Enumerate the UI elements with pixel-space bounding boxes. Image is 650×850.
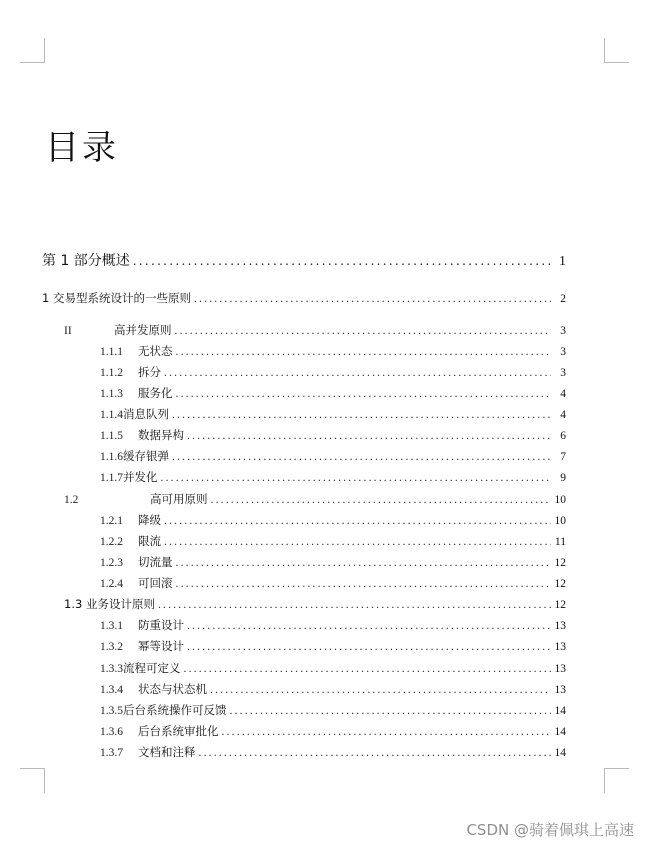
page-corner-top-right bbox=[604, 38, 629, 63]
toc-entry[interactable] bbox=[100, 531, 566, 551]
toc-entry-label: 缓存银弹 bbox=[123, 449, 169, 463]
toc-entry-label: 后台系统审批化 bbox=[138, 724, 219, 738]
toc-entry-leader-dots bbox=[176, 384, 552, 404]
toc-entry-leader-dots bbox=[211, 490, 552, 510]
toc-entry-page-number: 14 bbox=[554, 726, 566, 738]
toc-entry-leader-dots bbox=[176, 553, 552, 573]
toc-entry-page-number: 14 bbox=[554, 705, 566, 717]
toc-entry-page-number: 13 bbox=[554, 641, 566, 653]
toc-entry-leader-dots bbox=[187, 616, 551, 636]
toc-entry-leader-dots bbox=[210, 680, 551, 700]
toc-entry-label: 第 1 部分概述 bbox=[42, 253, 130, 269]
toc-entry[interactable] bbox=[100, 658, 566, 678]
toc-entry-page-number: 12 bbox=[554, 578, 566, 590]
toc-entry-page-number: 12 bbox=[554, 599, 566, 611]
toc-entry-page-number: 13 bbox=[554, 684, 566, 696]
toc-entry-page-number: 3 bbox=[560, 346, 566, 358]
toc-entry[interactable] bbox=[100, 404, 566, 424]
toc-entry-page-number: 2 bbox=[560, 293, 566, 305]
toc-entry-label: 流程可定义 bbox=[123, 661, 181, 675]
toc-entry[interactable] bbox=[100, 615, 566, 635]
toc-entry-page-number: 13 bbox=[554, 620, 566, 632]
toc-entry-number: 1.3.6 bbox=[100, 726, 123, 738]
toc-entry-leader-dots bbox=[187, 637, 551, 657]
toc-entry-page-number: 14 bbox=[554, 747, 566, 759]
toc-entry-leader-dots bbox=[184, 659, 552, 679]
toc-entry-label: 拆分 bbox=[138, 365, 161, 379]
toc-entry-label: 高并发原则 bbox=[114, 323, 172, 337]
toc-entry-leader-dots bbox=[199, 743, 552, 763]
toc-entry-leader-dots bbox=[164, 511, 551, 531]
toc-entry[interactable] bbox=[100, 425, 566, 445]
toc-entry-page-number: 12 bbox=[554, 557, 566, 569]
toc-entry-number: 1.1.2 bbox=[100, 367, 123, 379]
toc-entry-number: 1.3.1 bbox=[100, 620, 123, 632]
toc-entry[interactable] bbox=[100, 573, 566, 593]
toc-entry-leader-dots bbox=[176, 574, 552, 594]
toc-entry-page-number: 6 bbox=[560, 430, 566, 442]
toc-entry-page-number: 4 bbox=[560, 388, 566, 400]
toc-entry[interactable] bbox=[42, 288, 566, 308]
toc-entry-leader-dots bbox=[230, 701, 552, 721]
toc-entry-leader-dots bbox=[222, 722, 552, 742]
toc-entry-label: 数据异构 bbox=[138, 428, 184, 442]
toc-entry[interactable] bbox=[64, 594, 566, 614]
toc-entry-leader-dots bbox=[176, 342, 552, 362]
toc-entry[interactable] bbox=[100, 742, 566, 762]
toc-entry-label: 限流 bbox=[138, 534, 161, 548]
toc-entry-number: 1.3.7 bbox=[100, 747, 123, 759]
toc-entry-page-number: 3 bbox=[560, 367, 566, 379]
toc-entry-page-number: 11 bbox=[554, 536, 566, 548]
toc-entry-number: 1.1.6 bbox=[100, 451, 123, 463]
toc-entry-number: 1.1.5 bbox=[100, 430, 123, 442]
toc-entry-number: 1.2.4 bbox=[100, 578, 123, 590]
toc-entry-label: 防重设计 bbox=[138, 618, 184, 632]
toc-entry-leader-dots bbox=[164, 532, 551, 552]
toc-entry-number: II bbox=[64, 325, 72, 337]
toc-entry-page-number: 3 bbox=[560, 325, 566, 337]
toc-entry-page-number: 10 bbox=[554, 515, 566, 527]
toc-entry-number: 1.2.2 bbox=[100, 536, 123, 548]
toc-entry-leader-dots bbox=[172, 405, 551, 425]
toc-entry-leader-dots bbox=[158, 595, 551, 615]
toc-entry-number: 1.2.3 bbox=[100, 557, 123, 569]
watermark: CSDN @骑着佩琪上高速 bbox=[466, 821, 634, 839]
toc-entry[interactable] bbox=[100, 700, 566, 720]
page-corner-bottom-right bbox=[604, 768, 629, 793]
toc-entry-page-number: 10 bbox=[554, 494, 566, 506]
toc-entry-number: 1.2 bbox=[64, 494, 79, 506]
toc-entry-number: 1.2.1 bbox=[100, 515, 123, 527]
toc-entry-page-number: 9 bbox=[560, 472, 566, 484]
toc-entry-label: 并发化 bbox=[123, 470, 158, 484]
page-corner-bottom-left bbox=[20, 768, 45, 793]
toc-entry-number: 1.1.3 bbox=[100, 388, 123, 400]
page-corner-top-left bbox=[20, 38, 45, 63]
toc-entry[interactable] bbox=[100, 636, 566, 656]
toc-entry[interactable] bbox=[100, 383, 566, 403]
toc-entry-page-number: 7 bbox=[560, 451, 566, 463]
toc-entry-label: 切流量 bbox=[138, 555, 173, 569]
toc-entry-page-number: 1 bbox=[559, 254, 566, 269]
toc-entry-label: 幂等设计 bbox=[138, 639, 184, 653]
toc-entry-label: 高可用原则 bbox=[150, 492, 208, 506]
toc-entry[interactable] bbox=[100, 362, 566, 382]
toc-entry-number: 1.1.7 bbox=[100, 472, 123, 484]
toc-entry[interactable] bbox=[100, 679, 566, 699]
toc-entry-number: 1.3.3 bbox=[100, 663, 123, 675]
toc-entry-leader-dots bbox=[133, 250, 551, 274]
toc-entry-page-number: 13 bbox=[554, 663, 566, 675]
toc-entry[interactable] bbox=[100, 446, 566, 466]
toc-entry[interactable] bbox=[100, 467, 566, 487]
toc-entry-label: 文档和注释 bbox=[138, 745, 196, 759]
toc-entry-label: 后台系统操作可反馈 bbox=[123, 703, 227, 717]
toc-entry-number: 1.1.4 bbox=[100, 409, 123, 421]
toc-entry-leader-dots bbox=[194, 289, 551, 309]
toc-entry[interactable] bbox=[100, 510, 566, 530]
toc-title: 目录 bbox=[45, 128, 119, 168]
toc-entry[interactable] bbox=[100, 552, 566, 572]
toc-entry[interactable] bbox=[64, 320, 566, 340]
toc-entry-page-number: 4 bbox=[560, 409, 566, 421]
toc-entry-number: 1.3.4 bbox=[100, 684, 123, 696]
toc-entry-label: 可回滚 bbox=[138, 576, 173, 590]
toc-entry-number: 1.1.1 bbox=[100, 346, 123, 358]
toc-entry-label: 1.3 业务设计原则 bbox=[64, 597, 155, 611]
toc-entry-number: 1.3.2 bbox=[100, 641, 123, 653]
toc-entry-label: 服务化 bbox=[138, 386, 173, 400]
toc-entry-label: 降级 bbox=[138, 513, 161, 527]
toc-entry-leader-dots bbox=[187, 426, 551, 446]
toc-entry[interactable] bbox=[64, 489, 566, 509]
toc-entry-leader-dots bbox=[161, 468, 552, 488]
toc-entry-leader-dots bbox=[172, 447, 551, 467]
toc-entry-leader-dots bbox=[175, 321, 552, 341]
toc-entry[interactable] bbox=[100, 341, 566, 361]
toc-entry-label: 1 交易型系统设计的一些原则 bbox=[42, 291, 191, 305]
toc-entry-label: 消息队列 bbox=[123, 407, 169, 421]
toc-entry-label: 无状态 bbox=[138, 344, 173, 358]
toc-entry-number: 1.3.5 bbox=[100, 705, 123, 717]
toc-entry[interactable] bbox=[100, 721, 566, 741]
toc-entry[interactable] bbox=[42, 249, 566, 273]
toc-entry-leader-dots bbox=[164, 363, 551, 383]
toc-entry-label: 状态与状态机 bbox=[138, 682, 207, 696]
